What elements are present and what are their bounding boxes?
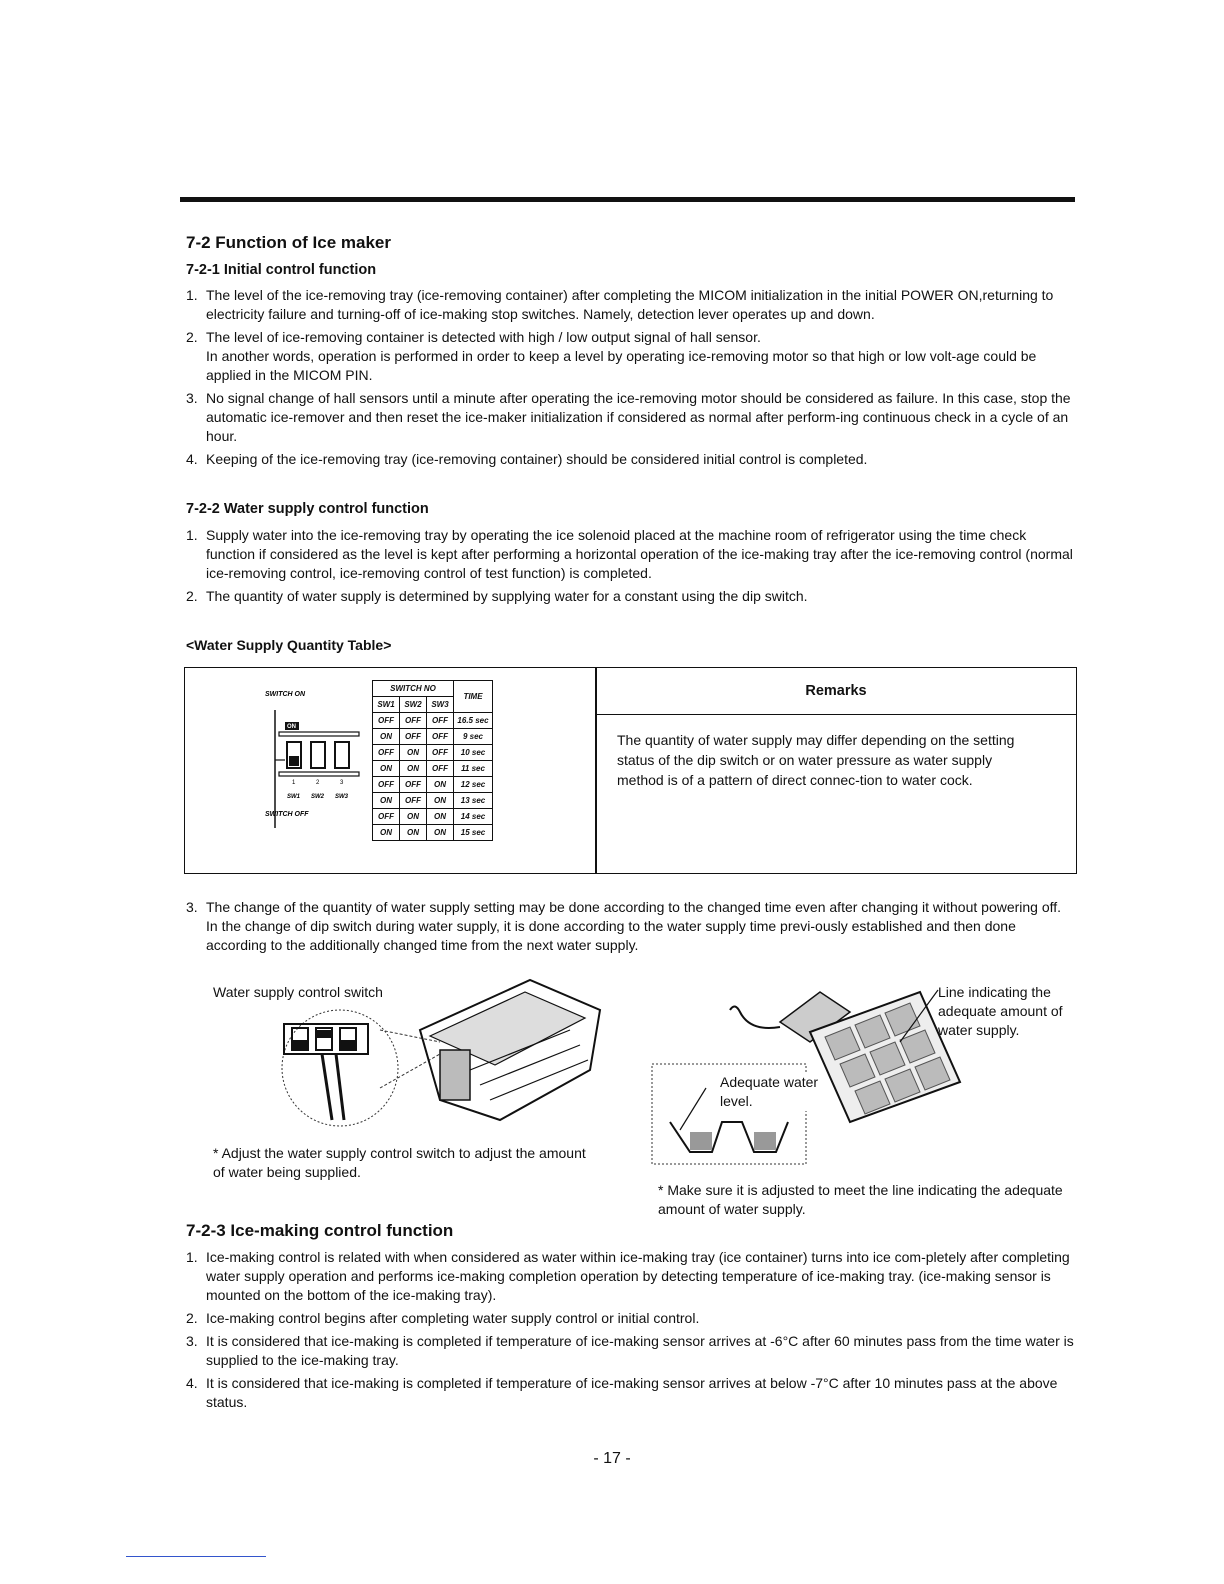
remarks-text: The quantity of water supply may differ depending on the setting status of the dip switch or on water pressure as water supply method is of a pattern of direct connec-tion to water cock. (617, 732, 1015, 788)
table-row: ON OFF ON 13 sec (373, 793, 493, 809)
svg-text:3: 3 (340, 780, 344, 786)
water-supply-switch-label: Water supply control switch (213, 984, 383, 1000)
ice-making-list (186, 1248, 1076, 1416)
adequate-water-level-label: Adequate water level. (720, 1074, 819, 1109)
right-figure-note: * Make sure it is adjusted to meet the line indicating the adequate amount of water supply. (658, 1182, 1063, 1217)
initial-control-list (186, 286, 1076, 473)
svg-text:SW3: SW3 (335, 794, 349, 800)
svg-text:1: 1 (292, 780, 296, 786)
list-item: 2. The level of ice-removing container is detected with high / low output signal of hall sensor. In another words, operation is performed in order to keep a level by operating ice-removing motor so that high or low volt-age could be applied in the MICOM PIN. (186, 329, 1037, 383)
subsection-title-initial-control: 7-2-1 Initial control function (186, 262, 377, 278)
table-row: OFF OFF ON 12 sec (373, 777, 493, 793)
table-row: OFF OFF OFF 16.5 sec (373, 713, 493, 729)
water-supply-quantity-table (184, 667, 1077, 874)
table-title: <Water Supply Quantity Table> (186, 637, 392, 653)
table-row: ON OFF OFF 9 sec (373, 729, 493, 745)
footer-rule (126, 1556, 266, 1557)
ice-maker-switch-illustration (270, 970, 610, 1150)
list-item: 2. Ice-making control begins after completing water supply control or initial control. (186, 1310, 700, 1326)
subsection-title-ice-making: 7-2-3 Ice-making control function (186, 1221, 454, 1240)
table-row: OFF ON OFF 10 sec (373, 745, 493, 761)
list-item: 3. No signal change of hall sensors until a minute after operating the ice-removing motor should be considered as failure. In this case, stop the automatic ice-remover and then reset the ice-maker initialization if considered as normal after perform-ing continuous check in a cycle of an hour. (186, 390, 1071, 444)
switch-time-table: SWITCH NO TIME SW1 SW2 SW3 OFF OFF OFF 16.5 sec ON OFF OFF 9 sec OFF ON OFF 10 sec ON ON OFF 11 sec OFF OFF ON 12 sec ON OFF ON 13 sec OFF ON ON 14 sec ON ON ON 15 sec (372, 680, 493, 841)
subsection-title-water-supply: 7-2-2 Water supply control function (186, 501, 429, 517)
list-item: 2. The quantity of water supply is determined by supplying water for a constant using the dip switch. (186, 588, 808, 604)
list-item: 3. It is considered that ice-making is completed if temperature of ice-making sensor arrives at -6°C after 60 minutes pass from the time water is supplied to the ice-making tray. (186, 1333, 1074, 1368)
svg-text:2: 2 (316, 780, 320, 786)
left-figure-note: * Adjust the water supply control switch to adjust the amount of water being supplied. (213, 1145, 586, 1180)
svg-text:SW1: SW1 (287, 794, 301, 800)
dip-switch-diagram (255, 688, 375, 858)
svg-text:ON: ON (287, 724, 296, 730)
list-item: 4. It is considered that ice-making is completed if temperature of ice-making sensor arrives at below -7°C after 10 minutes pass at the above status. (186, 1375, 1058, 1410)
water-supply-list-continued (186, 898, 1076, 959)
water-line-label: Line indicating the adequate amount of water supply. (938, 984, 1063, 1038)
list-item: 1. Ice-making control is related with when considered as water within ice-making tray (ice container) turns into ice com-pletely after completing water supply operation and performs ice-making completion operation by detecting temperature of ice-making tray. (ice-making sensor is mounted on the bottom of the ice-making tray). (186, 1249, 1070, 1303)
remarks-header: Remarks (596, 668, 1076, 715)
water-supply-list (186, 526, 1076, 610)
list-item: 4. Keeping of the ice-removing tray (ice-removing container) should be considered initial control is completed. (186, 451, 868, 467)
section-title: 7-2 Function of Ice maker (186, 233, 391, 252)
switch-on-label: SWITCH ON (265, 691, 306, 698)
table-row: OFF ON ON 14 sec (373, 809, 493, 825)
table-row: ON ON ON 15 sec (373, 825, 493, 841)
list-item: 1. Supply water into the ice-removing tray by operating the ice solenoid placed at the machine room of refrigerator using the time check function if considered as the level is kept after performing a horizontal operation of the ice-making tray after the ice-removing control (normal ice-removing control, ice-removing control of test function) is completed. (186, 527, 1073, 581)
table-row: ON ON OFF 11 sec (373, 761, 493, 777)
page-number: - 17 - (593, 1450, 631, 1467)
list-item: 3. The change of the quantity of water supply setting may be done according to the changed time even after changing it without powering off. In the change of dip switch during water supply, it is done according to the water supply time previ-ously established and then done according to the additionally changed time from the next water supply. (186, 899, 1062, 953)
header-rule (180, 197, 1075, 202)
ice-tray-illustration (650, 972, 970, 1172)
list-item: 1. The level of the ice-removing tray (ice-removing container) after completing the MICOM initialization in the initial POWER ON,returning to electricity failure and turning-off of ice-making stop switches. Namely, detection lever operates up and down. (186, 287, 1054, 322)
switch-off-label: SWITCH OFF (265, 811, 309, 818)
svg-text:SW2: SW2 (311, 794, 325, 800)
